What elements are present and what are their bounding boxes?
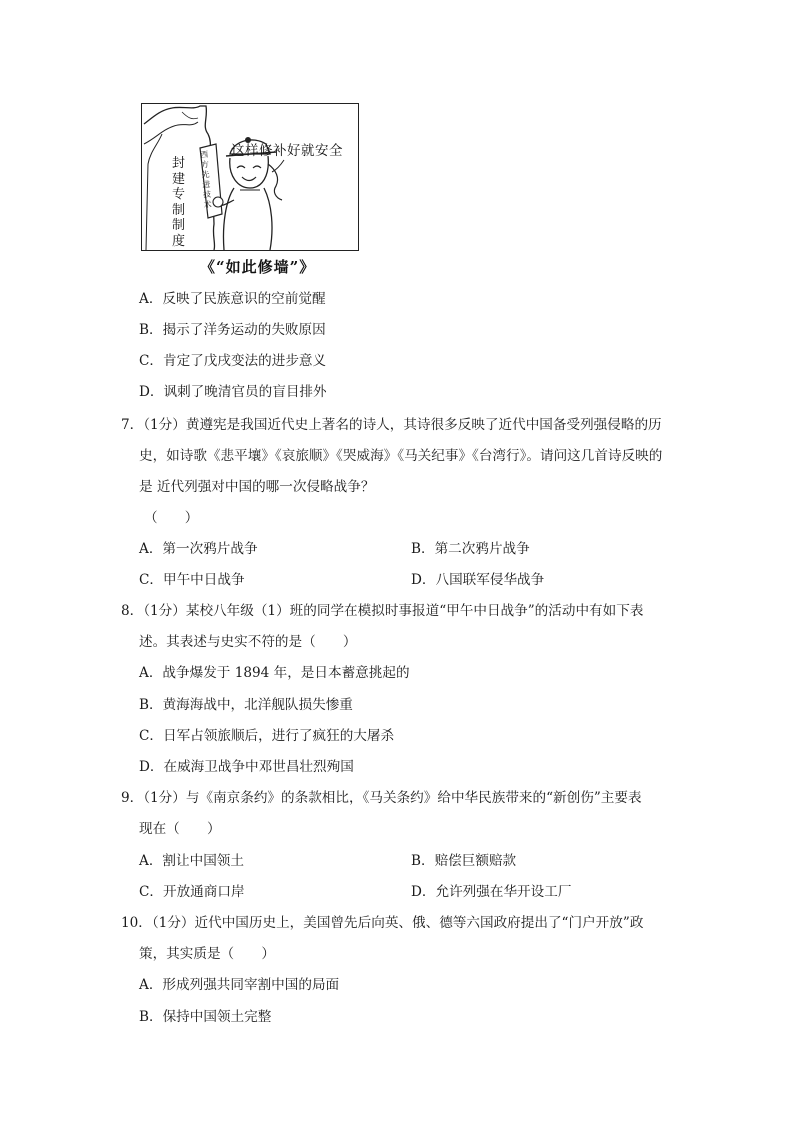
q9-stem-line1: 9．（1分）与《南京条约》的条款相比，《马关条约》给中华民族带来的“新创伤”主要表 <box>121 790 642 806</box>
q6-option-c[interactable]: C．肯定了戊戌变法的进步意义 <box>139 353 327 369</box>
q7-option-d[interactable]: D．八国联军侵华战争 <box>411 572 545 588</box>
patch-label: 西方先进技术 <box>199 149 213 210</box>
q8-option-d[interactable]: D．在威海卫战争中邓世昌壮烈殉国 <box>139 759 354 775</box>
q7-option-a[interactable]: A．第一次鸦片战争 <box>139 541 258 557</box>
wall-label: 封建专制制度 <box>172 156 186 249</box>
q10-option-b[interactable]: B．保持中国领土完整 <box>139 1009 272 1025</box>
q10-option-a[interactable]: A．形成列强共同宰割中国的局面 <box>139 977 340 993</box>
q8-stem-line1: 8．（1分）某校八年级（1）班的同学在模拟时事报道“甲午中日战争”的活动中有如下表 <box>121 603 644 619</box>
q9-stem-line2: 现在（ ） <box>139 821 221 837</box>
q7-stem-line3: 是 近代列强对中国的哪一次侵略战争？ <box>139 479 375 495</box>
q10-stem-line1: 10．（1分）近代中国历史上，美国曾先后向英、俄、德等六国政府提出了“门户开放”政 <box>121 915 644 931</box>
q9-option-d[interactable]: D．允许列强在华开设工厂 <box>411 884 572 900</box>
q8-option-a[interactable]: A．战争爆发于 1894 年，是日本蓄意挑起的 <box>139 665 410 681</box>
q9-option-a[interactable]: A．割让中国领土 <box>139 853 244 869</box>
q7-stem-line1: 7．（1分）黄遵宪是我国近代史上著名的诗人，其诗很多反映了近代中国备受列强侵略的历 <box>121 417 662 433</box>
q7-stem-line2: 史，如诗歌《悲平壤》《哀旅顺》《哭威海》《马关纪事》《台湾行》。请问这几首诗反映的 <box>139 448 663 464</box>
q6-option-a[interactable]: A．反映了民族意识的空前觉醒 <box>139 291 326 307</box>
q7-option-c[interactable]: C．甲午中日战争 <box>139 572 245 588</box>
cartoon-caption: 《“如此修墙”》 <box>200 258 316 276</box>
q7-answer-blank: （ ） <box>144 510 199 526</box>
cartoon-illustration <box>141 103 359 251</box>
q8-option-c[interactable]: C．日军占领旅顺后，进行了疯狂的大屠杀 <box>139 728 395 744</box>
q10-stem-line2: 策，其实质是（ ） <box>139 946 275 962</box>
q8-option-b[interactable]: B．黄海海战中，北洋舰队损失惨重 <box>139 697 353 713</box>
speech-bubble-text: 这样修补好就安全 <box>231 143 343 159</box>
q9-option-c[interactable]: C．开放通商口岸 <box>139 884 245 900</box>
q6-option-b[interactable]: B．揭示了洋务运动的失败原因 <box>139 322 326 338</box>
q6-option-d[interactable]: D．讽刺了晚清官员的盲目排外 <box>139 384 327 400</box>
q7-option-b[interactable]: B．第二次鸦片战争 <box>411 541 530 557</box>
q8-stem-line2: 述。其表述与史实不符的是（ ） <box>139 634 357 650</box>
q9-option-b[interactable]: B．赔偿巨额赔款 <box>411 853 517 869</box>
